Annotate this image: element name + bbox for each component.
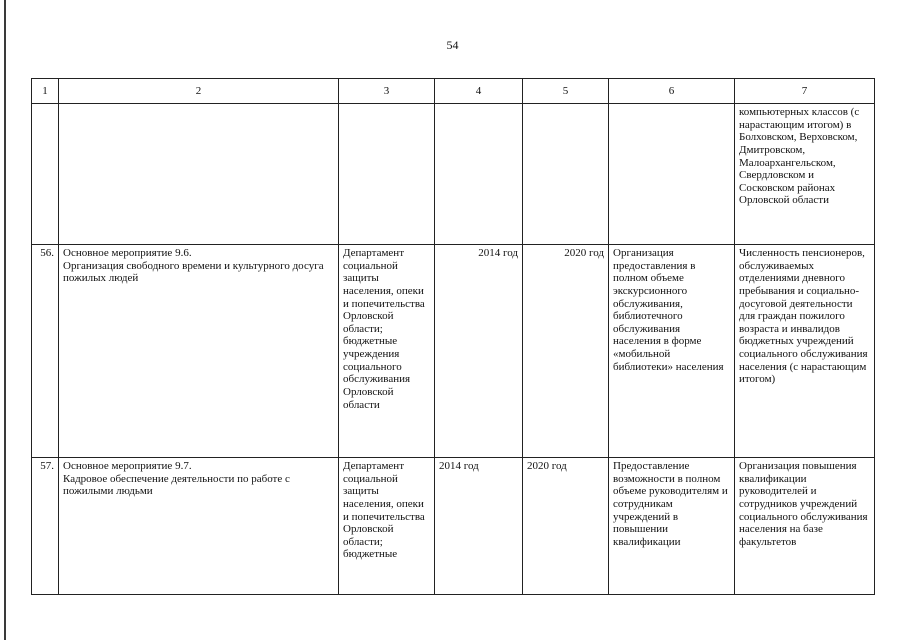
table-row bbox=[32, 245, 875, 458]
column-header: 4 bbox=[435, 79, 523, 104]
end-year-cell: 2020 год bbox=[523, 245, 609, 458]
measure-cell bbox=[59, 458, 339, 595]
result-cell: Организация предоставления в полном объеме экскурсионного обслуживания, библиотечного обслуживания населения в форме «мобильной библиотеки» населения bbox=[609, 245, 735, 458]
row-number: 57. bbox=[32, 458, 59, 595]
column-header: 1 bbox=[32, 79, 59, 104]
start-year-cell: 2014 год bbox=[435, 458, 523, 595]
table-row-continuation bbox=[32, 104, 875, 245]
measure-title: Основное мероприятие 9.7. bbox=[63, 460, 192, 472]
indicator-cell: Численность пенсионеров, обслуживаемых отделениями дневного пребывания и социально-досуговой деятельности для граждан пожилого возраста и инвалидов бюджетных учреждений социального обслуживания населения (с нарастающим итогом) bbox=[735, 245, 875, 458]
column-header: 7 bbox=[735, 79, 875, 104]
page-number: 54 bbox=[446, 38, 459, 52]
executor-cell: Департамент социальной защиты населения, опеки и попечительства Орловской области; бюджетные учреждения социального обслуживания Орловской области bbox=[339, 245, 435, 458]
table-cell-empty bbox=[523, 104, 609, 245]
row-number: 56. bbox=[32, 245, 59, 458]
result-cell: Предоставление возможности в полном объеме руководителям и сотрудникам учреждений в повышении квалификации bbox=[609, 458, 735, 595]
column-header: 6 bbox=[609, 79, 735, 104]
scan-edge-line bbox=[4, 0, 6, 640]
column-header: 2 bbox=[59, 79, 339, 104]
column-header: 5 bbox=[523, 79, 609, 104]
executor-cell: Департамент социальной защиты населения, опеки и попечительства Орловской области; бюджетные bbox=[339, 458, 435, 595]
start-year-cell: 2014 год bbox=[435, 245, 523, 458]
table-cell-empty bbox=[59, 104, 339, 245]
measure-description: Организация свободного времени и культурного досуга пожилых людей bbox=[63, 259, 324, 285]
header-row bbox=[32, 79, 875, 104]
measure-title: Основное мероприятие 9.6. bbox=[63, 247, 192, 259]
measure-description: Кадровое обеспечение деятельности по работе с пожилыми людьми bbox=[63, 472, 290, 498]
table-cell-empty bbox=[339, 104, 435, 245]
table-cell-empty bbox=[32, 104, 59, 245]
end-year-cell: 2020 год bbox=[523, 458, 609, 595]
table-cell-empty bbox=[609, 104, 735, 245]
indicator-cell: компьютерных классов (с нарастающим итогом) в Болховском, Верховском, Дмитровском, Малоархангельском, Свердловском и Сосковском районах Орловской области bbox=[735, 104, 875, 245]
table-row bbox=[32, 458, 875, 595]
table-cell-empty bbox=[435, 104, 523, 245]
measures-table bbox=[31, 78, 875, 595]
measure-cell bbox=[59, 245, 339, 458]
indicator-cell: Организация повышения квалификации руководителей и сотрудников учреждений социального обслуживания населения на базе факультетов bbox=[735, 458, 875, 595]
column-header: 3 bbox=[339, 79, 435, 104]
